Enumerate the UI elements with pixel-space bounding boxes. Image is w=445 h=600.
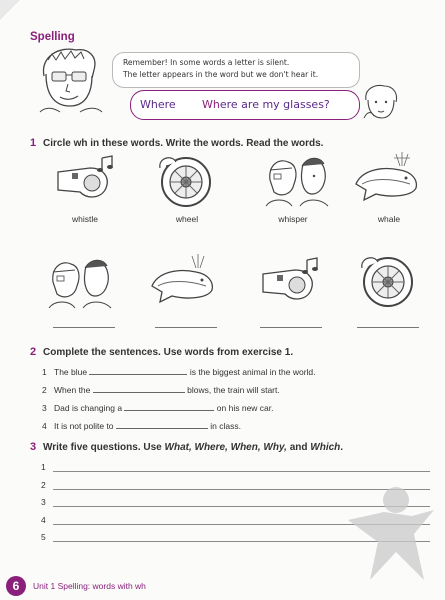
exercise2-item-3: 3 Dad is changing a on his new car. [42, 403, 274, 413]
whale-picture [352, 148, 422, 210]
whisper-picture-2 [45, 252, 115, 314]
exercise2-item-2: 2 When the blows, the train will start. [42, 385, 280, 395]
wheel-picture-2 [352, 250, 422, 312]
exercise3-instruction: Write five questions. Use What, Where, When, Why, and Which. [43, 442, 344, 453]
question-number-2: 2 [41, 480, 46, 490]
exercise2-instruction: Complete the sentences. Use words from exercise 1. [43, 347, 294, 358]
exercise3-number: 3 [30, 441, 37, 453]
caption-whistle: whistle [72, 214, 98, 224]
answer-line-4[interactable] [357, 327, 419, 328]
page-corner-tab [0, 0, 20, 20]
question-number-1: 1 [41, 462, 46, 472]
answer-line-2[interactable] [155, 327, 217, 328]
caption-whisper: whisper [278, 214, 308, 224]
exercise2-item-4: 4 It is not polite to in class. [42, 421, 242, 431]
blank-3[interactable] [124, 402, 214, 411]
wheel-picture [150, 150, 220, 212]
answer-line-1[interactable] [53, 327, 115, 328]
caption-whale: whale [377, 214, 401, 224]
exercise1-number: 1 [30, 137, 37, 149]
whistle-picture [50, 150, 120, 212]
whisper-picture [262, 150, 332, 212]
girl-head-illustration [360, 84, 400, 120]
whale-picture-2 [148, 250, 218, 312]
question-number-4: 4 [41, 515, 46, 525]
caption-wheel: wheel [175, 214, 199, 224]
question-line-1[interactable] [53, 471, 430, 472]
example-word: Where [140, 98, 176, 111]
example-sentence: Where are my glasses? [202, 98, 330, 111]
blank-1[interactable] [89, 366, 187, 375]
whistle-picture-2 [255, 252, 325, 314]
boy-head-illustration [30, 46, 110, 114]
question-number-3: 3 [41, 497, 46, 507]
exercise2-item-1: 1 The blue is the biggest animal in the world. [42, 367, 316, 377]
page-title: Spelling [30, 31, 75, 43]
question-number-5: 5 [41, 532, 46, 542]
exercise1-instruction: Circle wh in these words. Write the words. Read the words. [43, 138, 324, 149]
blank-2[interactable] [93, 384, 185, 393]
page-number: 6 [6, 576, 26, 596]
answer-line-3[interactable] [260, 327, 322, 328]
exercise2-number: 2 [30, 346, 37, 358]
remember-text: Remember! In some words a letter is silent. The letter appears in the word but we don't hear it. [123, 58, 319, 79]
footer-unit-label: Unit 1 Spelling: words with wh [33, 581, 146, 591]
blank-4[interactable] [116, 420, 208, 429]
figure-watermark [330, 480, 440, 590]
